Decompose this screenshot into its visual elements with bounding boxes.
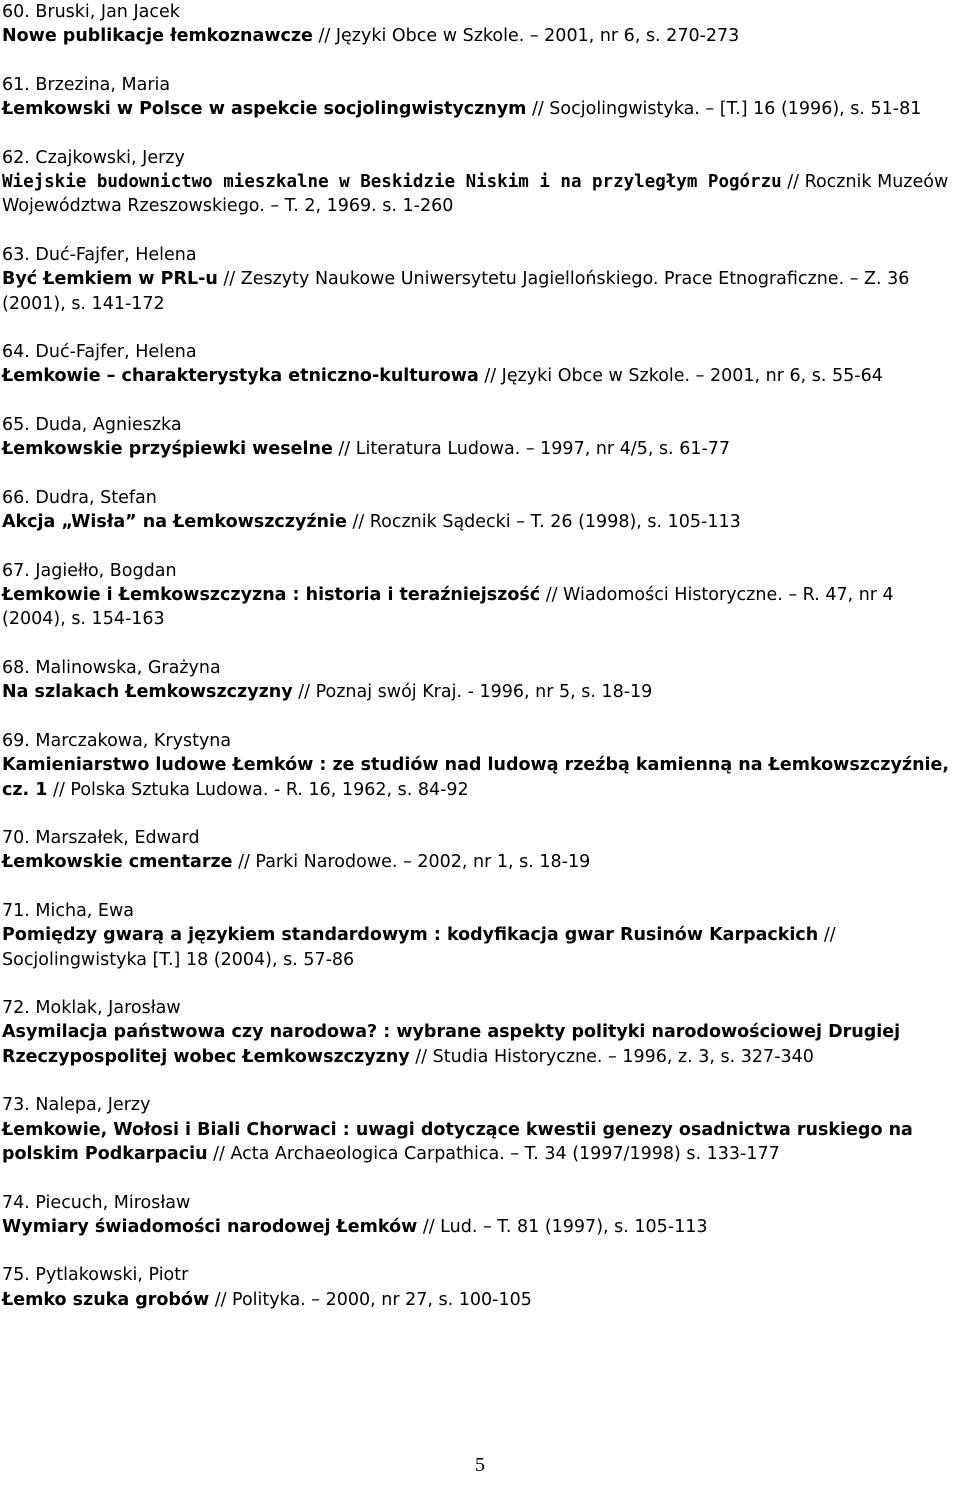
entry-citation	[2, 97, 957, 121]
bibliography-entry	[2, 413, 957, 462]
entry-author: 69. Marczakowa, Krystyna	[2, 730, 232, 751]
entry-source: // Lud. – T. 81 (1997), s. 105-113	[417, 1216, 708, 1237]
entry-title: Łemkowie i Łemkowszczyzna : historia i teraźniejszość	[2, 585, 541, 606]
entry-title: Łemko szuka grobów	[2, 1289, 210, 1310]
entry-author: 71. Micha, Ewa	[2, 900, 135, 921]
entry-citation	[2, 850, 957, 874]
entry-title: Wiejskie budownictwo mieszkalne w Beskidzie Niskim i na przyległym Pogórzu	[2, 172, 782, 193]
entry-citation	[2, 1020, 957, 1069]
entry-citation	[2, 1118, 957, 1167]
entry-author: 73. Nalepa, Jerzy	[2, 1095, 151, 1116]
entry-author: 67. Jagiełło, Bogdan	[2, 560, 177, 581]
bibliography-entry	[2, 73, 957, 122]
entry-source: // Wiadomości Historyczne. – R. 47, nr 4 (2004), s. 154-163	[2, 585, 894, 630]
bibliography-entry	[2, 729, 957, 802]
entry-author: 64. Duć-Fajfer, Helena	[2, 342, 197, 363]
entry-source: // Literatura Ludowa. – 1997, nr 4/5, s. 61-77	[332, 439, 731, 460]
entry-source: // Polityka. – 2000, nr 27, s. 100-105	[209, 1289, 532, 1310]
entry-source: // Zeszyty Naukowe Uniwersytetu Jagiellońskiego. Prace Etnograficzne. – Z. 36 (2001), s. 141-172	[2, 269, 910, 314]
entry-title: Akcja „Wisła” na Łemkowszczyźnie	[2, 512, 347, 533]
entry-source: // Rocznik Sądecki – T. 26 (1998), s. 105-113	[346, 512, 741, 533]
entry-author: 74. Piecuch, Mirosław	[2, 1192, 191, 1213]
entry-title: Nowe publikacje łemkoznawcze	[2, 26, 313, 47]
entry-citation	[2, 364, 957, 388]
entry-author: 61. Brzezina, Maria	[2, 74, 171, 95]
entry-author: 63. Duć-Fajfer, Helena	[2, 244, 197, 265]
bibliography-entry	[2, 1191, 957, 1240]
entry-source: // Języki Obce w Szkole. – 2001, nr 6, s. 270-273	[312, 26, 740, 47]
entry-title: Kamieniarstwo ludowe Łemków : ze studiów nad ludową rzeźbą kamienną na Łemkowszczyźnie, cz. 1	[2, 755, 950, 800]
entry-author: 75. Pytlakowski, Piotr	[2, 1265, 189, 1286]
bibliography-entry	[2, 559, 957, 632]
entry-citation	[2, 1288, 957, 1312]
bibliography-entry	[2, 340, 957, 389]
entry-citation	[2, 1215, 957, 1239]
entry-title: Łemkowskie przyśpiewki weselne	[2, 439, 333, 460]
entry-title: Łemkowski w Polsce w aspekcie socjolingwistycznym	[2, 99, 527, 120]
entry-source: // Polska Sztuka Ludowa. - R. 16, 1962, s. 84-92	[47, 779, 469, 800]
entry-citation	[2, 437, 957, 461]
entry-title: Asymilacja państwowa czy narodowa? : wybrane aspekty polityki narodowościowej Drugiej Rzeczypospolitej wobec Łemkowszczyzny	[2, 1022, 901, 1067]
page-number: 5	[475, 1454, 485, 1476]
entry-title: Wymiary świadomości narodowej Łemków	[2, 1216, 418, 1237]
entry-author: 62. Czajkowski, Jerzy	[2, 147, 185, 168]
entry-source: // Rocznik Muzeów Województwa Rzeszowskiego. – T. 2, 1969. s. 1-260	[2, 172, 949, 217]
entry-author: 66. Dudra, Stefan	[2, 487, 157, 508]
entry-citation	[2, 24, 957, 48]
entry-citation	[2, 753, 957, 802]
entry-title: Łemkowie – charakterystyka etniczno-kulturowa	[2, 366, 479, 387]
entry-title: Być Łemkiem w PRL-u	[2, 269, 218, 290]
entry-author: 70. Marszałek, Edward	[2, 828, 200, 849]
entry-source: // Studia Historyczne. – 1996, z. 3, s. 327-340	[409, 1046, 814, 1067]
bibliography-entry	[2, 146, 957, 219]
bibliography-entry	[2, 1263, 957, 1312]
entry-author: 60. Bruski, Jan Jacek	[2, 2, 180, 22]
bibliography-entry	[2, 656, 957, 705]
entry-citation	[2, 583, 957, 632]
entry-title: Pomiędzy gwarą a językiem standardowym : kodyfikacja gwar Rusinów Karpackich	[2, 925, 819, 946]
bibliography-entry	[2, 0, 957, 49]
entry-title: Na szlakach Łemkowszczyzny	[2, 682, 293, 703]
entry-source: // Języki Obce w Szkole. – 2001, nr 6, s. 55-64	[478, 366, 883, 387]
entry-citation	[2, 680, 957, 704]
entry-author: 72. Moklak, Jarosław	[2, 998, 181, 1019]
entry-source: // Socjolingwistyka. – [T.] 16 (1996), s. 51-81	[526, 99, 922, 120]
bibliography-entry	[2, 1093, 957, 1166]
entry-title: Łemkowie, Wołosi i Biali Chorwaci : uwagi dotyczące kwestii genezy osadnictwa ruskiego na polskim Podkarpaciu	[2, 1119, 913, 1164]
entry-title: Łemkowskie cmentarze	[2, 852, 233, 873]
entry-source: // Poznaj swój Kraj. - 1996, nr 5, s. 18-19	[292, 682, 653, 703]
entry-author: 65. Duda, Agnieszka	[2, 415, 182, 436]
entry-citation	[2, 510, 957, 534]
entry-source: // Parki Narodowe. – 2002, nr 1, s. 18-19	[232, 852, 591, 873]
entry-source: // Acta Archaeologica Carpathica. – T. 34 (1997/1998) s. 133-177	[207, 1143, 780, 1164]
entry-citation	[2, 923, 957, 972]
entry-citation	[2, 267, 957, 316]
bibliography-list	[2, 0, 957, 1336]
bibliography-entry	[2, 486, 957, 535]
bibliography-entry	[2, 899, 957, 972]
bibliography-entry	[2, 243, 957, 316]
bibliography-entry	[2, 996, 957, 1069]
entry-author: 68. Malinowska, Grażyna	[2, 658, 221, 679]
bibliography-entry	[2, 826, 957, 875]
entry-source: // Socjolingwistyka [T.] 18 (2004), s. 57-86	[2, 925, 836, 970]
entry-citation	[2, 170, 957, 219]
